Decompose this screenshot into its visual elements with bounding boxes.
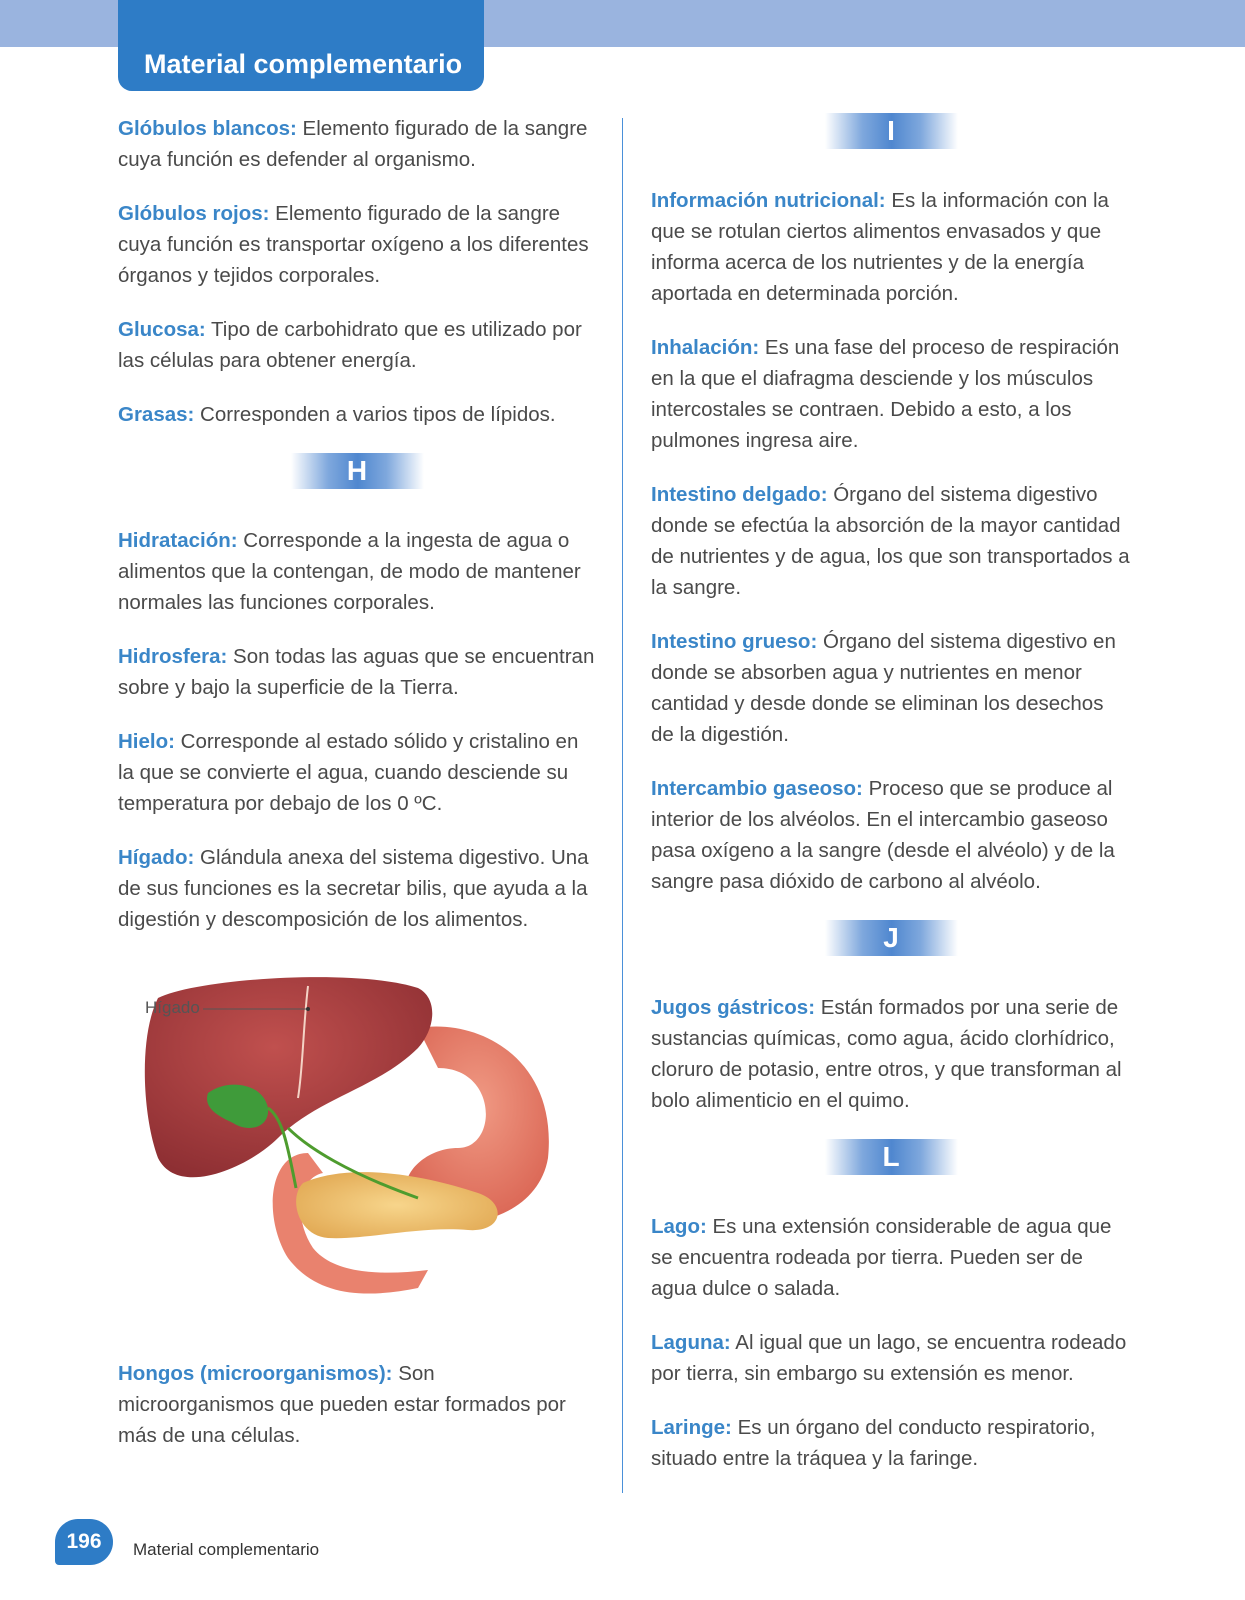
glossary-term: Intestino delgado: <box>651 483 828 506</box>
glossary-entry <box>118 726 596 819</box>
glossary-group-l <box>651 1211 1131 1474</box>
glossary-entry <box>118 641 596 703</box>
glossary-term: Hongos (microorganismos): <box>118 1362 393 1385</box>
glossary-entry <box>651 332 1131 456</box>
glossary-entry <box>118 1358 596 1451</box>
glossary-group-h <box>118 525 596 935</box>
footer-label: Material complementario <box>133 1540 320 1559</box>
letter-header-h: H <box>291 453 424 489</box>
glossary-term: Hidrosfera: <box>118 645 228 668</box>
glossary-term: Glucosa: <box>118 318 206 341</box>
right-column <box>651 113 1131 1497</box>
page-title: Material complementario <box>144 49 463 79</box>
glossary-entry <box>651 992 1131 1116</box>
glossary-term: Hidratación: <box>118 529 238 552</box>
liver-illustration <box>118 958 596 1318</box>
glossary-term: Inhalación: <box>651 336 760 359</box>
glossary-entry <box>118 842 596 935</box>
glossary-term: Glóbulos rojos: <box>118 202 270 225</box>
glossary-term: Laguna: <box>651 1331 731 1354</box>
glossary-definition: Son todas las aguas que se encuentran sobre y bajo la superficie de la Tierra. <box>118 645 595 699</box>
glossary-definition: Corresponde a la ingesta de agua o alimentos que la contengan, de modo de mantener normales las funciones corporales. <box>118 529 581 614</box>
glossary-definition: Elemento figurado de la sangre cuya función es defender al organismo. <box>118 117 588 171</box>
glossary-definition: Al igual que un lago, se encuentra rodeado por tierra, sin embargo su extensión es menor. <box>651 1331 1127 1385</box>
glossary-definition: Corresponde al estado sólido y cristalino en la que se convierte el agua, cuando desciende su temperatura por debajo de los 0 ºC. <box>118 730 579 815</box>
glossary-definition: Es la información con la que se rotulan ciertos alimentos envasados y que informa acerca de los nutrientes y de la energía aportada en determinada porción. <box>651 189 1109 305</box>
glossary-term: Intestino grueso: <box>651 630 818 653</box>
glossary-definition: Es una extensión considerable de agua que se encuentra rodeada por tierra. Pueden ser de agua dulce o salada. <box>651 1215 1112 1300</box>
glossary-term: Glóbulos blancos: <box>118 117 297 140</box>
glossary-definition: Órgano del sistema digestivo en donde se absorben agua y nutrientes en menor cantidad y desde donde se eliminan los desechos de la digestión. <box>651 630 1116 746</box>
glossary-definition: Elemento figurado de la sangre cuya función es transportar oxígeno a los diferentes órganos y tejidos corporales. <box>118 202 589 287</box>
letter-header-j: J <box>825 920 958 956</box>
glossary-group-g <box>118 113 596 430</box>
letter-header-l: L <box>825 1139 958 1175</box>
glossary-entry <box>651 1327 1131 1389</box>
glossary-term: Lago: <box>651 1215 707 1238</box>
glossary-group-i <box>651 185 1131 897</box>
glossary-definition: Glándula anexa del sistema digestivo. Una de sus funciones es la secretar bilis, que ayuda a la digestión y descomposición de los alimentos. <box>118 846 589 931</box>
glossary-term: Grasas: <box>118 403 195 426</box>
glossary-entry <box>651 185 1131 309</box>
glossary-entry <box>651 479 1131 603</box>
letter-header-i: I <box>825 113 958 149</box>
glossary-term: Laringe: <box>651 1416 732 1439</box>
glossary-definition: Están formados por una serie de sustancias químicas, como agua, ácido clorhídrico, cloruro de potasio, entre otros, y que transforman al bolo alimenticio en el quimo. <box>651 996 1122 1112</box>
glossary-entry <box>651 1211 1131 1304</box>
glossary-definition: Proceso que se produce al interior de los alvéolos. En el intercambio gaseoso pasa oxígeno a la sangre (desde el alvéolo) y de la sangre pasa dióxido de carbono al alvéolo. <box>651 777 1115 893</box>
glossary-term: Intercambio gaseoso: <box>651 777 863 800</box>
glossary-entry <box>651 773 1131 897</box>
glossary-entry <box>651 1412 1131 1474</box>
glossary-definition: Corresponden a varios tipos de lípidos. <box>194 403 556 426</box>
glossary-entry <box>118 113 596 175</box>
glossary-entry <box>118 399 596 430</box>
glossary-term: Hielo: <box>118 730 175 753</box>
glossary-term: Información nutricional: <box>651 189 886 212</box>
glossary-definition: Tipo de carbohidrato que es utilizado por las células para obtener energía. <box>118 318 582 372</box>
header-tab <box>118 0 484 91</box>
left-column <box>118 113 596 1474</box>
figure-label: Hígado <box>145 998 200 1017</box>
column-divider <box>622 118 623 1493</box>
glossary-definition: Es una fase del proceso de respiración en la que el diafragma desciende y los músculos intercostales se contraen. Debido a esto, a los pulmones ingresa aire. <box>651 336 1120 452</box>
glossary-definition: Es un órgano del conducto respiratorio, situado entre la tráquea y la faringe. <box>651 1416 1096 1470</box>
glossary-definition: Son microorganismos que pueden estar formados por más de una células. <box>118 1362 566 1447</box>
page-number: 196 <box>55 1519 113 1565</box>
glossary-group-j <box>651 992 1131 1116</box>
glossary-entry <box>118 198 596 291</box>
glossary-entry <box>651 626 1131 750</box>
glossary-entry <box>118 525 596 618</box>
glossary-entry <box>118 314 596 376</box>
glossary-term: Hígado: <box>118 846 195 869</box>
glossary-definition: Órgano del sistema digestivo donde se efectúa la absorción de la mayor cantidad de nutrientes y de agua, los que son transportados a la sangre. <box>651 483 1130 599</box>
glossary-term: Jugos gástricos: <box>651 996 816 1019</box>
